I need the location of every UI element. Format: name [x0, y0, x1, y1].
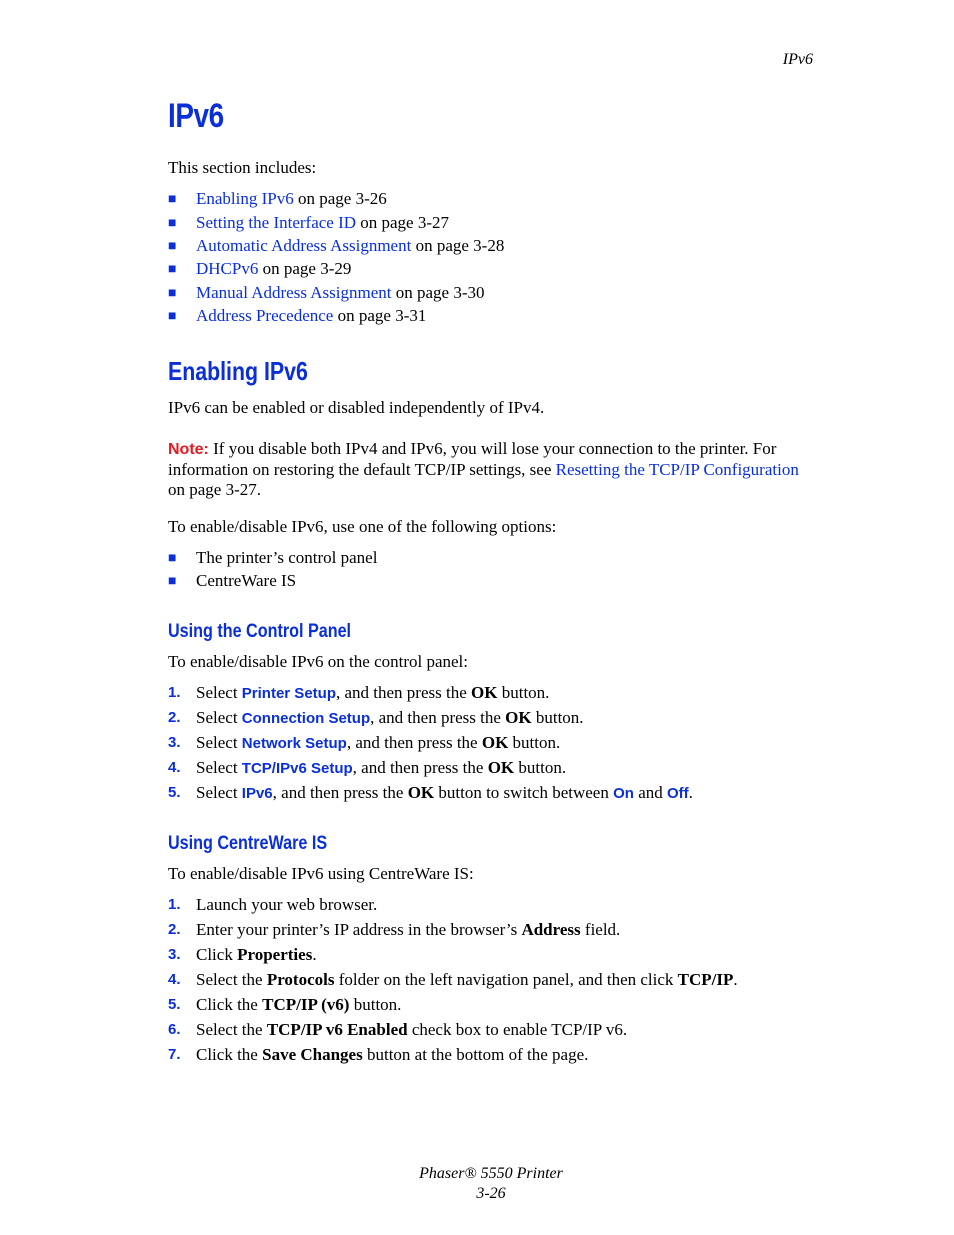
square-bullet-icon: ■ — [168, 551, 177, 566]
square-bullet-icon: ■ — [168, 309, 177, 324]
note-paragraph: Note: If you disable both IPv4 and IPv6, you will lose your connection to the printer. For information on restoring the default TCP/IP settings, see Resetting the TCP/IP Configuration on page 3-27. — [168, 439, 799, 499]
square-bullet-icon: ■ — [168, 216, 177, 231]
square-bullet-icon: ■ — [168, 239, 177, 254]
toc-link-interface-id[interactable]: Setting the Interface ID — [196, 213, 357, 232]
square-bullet-icon: ■ — [168, 192, 177, 207]
intro-text: This section includes: — [168, 158, 317, 177]
footer-page-number: 3-26 — [476, 1185, 506, 1202]
square-bullet-icon: ■ — [168, 574, 177, 589]
footer-product: Phaser® 5550 Printer — [419, 1165, 563, 1182]
toc-link-automatic-address[interactable]: Automatic Address Assignment — [196, 236, 412, 255]
options-intro: To enable/disable IPv6, use one of the following options: — [168, 517, 557, 536]
toc-link-enabling-ipv6[interactable]: Enabling IPv6 — [196, 189, 294, 208]
subsection-heading-centreware: Using CentreWare IS — [168, 833, 328, 854]
note-label: Note: — [168, 441, 209, 458]
square-bullet-icon: ■ — [168, 286, 177, 301]
control-panel-intro: To enable/disable IPv6 on the control panel: — [168, 652, 469, 671]
toc-link-address-precedence[interactable]: Address Precedence — [196, 306, 334, 325]
section-heading: Enabling IPv6 — [168, 356, 308, 386]
page-title: IPv6 — [168, 97, 224, 135]
running-head: IPv6 — [782, 51, 813, 68]
toc-link-manual-address[interactable]: Manual Address Assignment — [196, 283, 392, 302]
document-page: IPv6 IPv6 This section includes: ■ Enabling IPv6 on page 3-26 ■ Setting the Interface ID on page 3-27 ■ Automatic Address Assignment on page 3-28 ■ DHCPv6 on page 3-29 ■ Manual Address Assignment on page 3-30 ■ Address Precedence on page 3-31 Enabling IPv6 IPv6 can be enabled or disabled independently of IPv4. Note: If you disable both IPv4 and IPv6, you will lose your connection to the printer. For information on restoring the default TCP/IP settings, see Resetting the TCP/IP Configuration on page 3-27. To enable/disable IPv6, use one of the following options: ■ The printer’s control panel ■ CentreWare IS Using the Control Panel To enable/disable IPv6 on the control panel: 1. Select Printer Setup, and then press the OK button. 2. Select Connection Setup, and then press the OK button. 3. Select Network Setup, and then press the OK button. 4. Select TCP/IPv6 Setup, and then press the OK button. 5. Select IPv6, and then press the OK button to switch between On and Off. Using CentreWare IS To enable/disable IPv6 using CentreWare IS: 1. Launch your web browser. 2. Enter your printer’s IP address in the browser’s Address field. 3. Click Properties. 4. Select the Protocols folder on the left navigation panel, and then click TCP/IP. 5. Click the TCP/IP (v6) button. 6. Select the TCP/IP v6 Enabled check box to enable TCP/IP v6. 7. Click the Save Changes button at the bottom of the page. Phaser® 5550 Printer 3-26 — [0, 0, 954, 1235]
link-resetting-tcpip[interactable]: Resetting the TCP/IP Configuration — [555, 460, 799, 479]
subsection-heading-control-panel: Using the Control Panel — [168, 621, 352, 642]
square-bullet-icon: ■ — [168, 262, 177, 277]
toc-link-dhcpv6[interactable]: DHCPv6 — [196, 259, 259, 278]
centreware-intro: To enable/disable IPv6 using CentreWare IS: — [168, 864, 474, 883]
section-paragraph: IPv6 can be enabled or disabled independently of IPv4. — [168, 398, 545, 417]
